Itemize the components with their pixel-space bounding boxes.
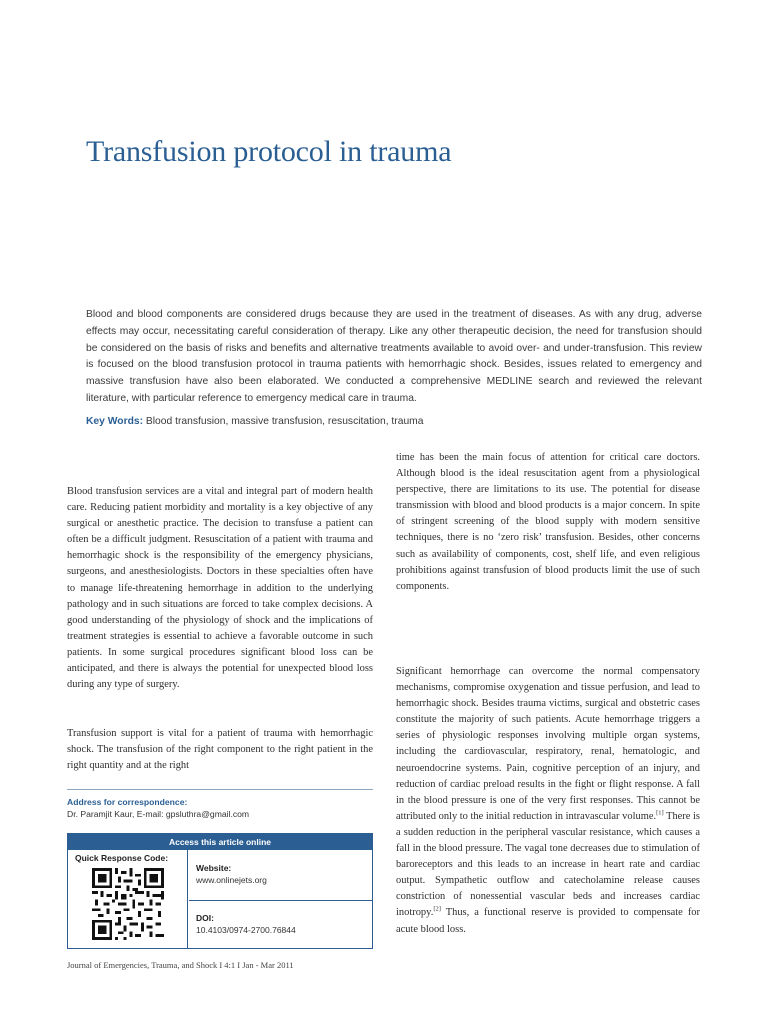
paragraph: Blood transfusion services are a vital and integral part of modern health care. Reducing patient morbidity and mortality is a key objective of any surgical or anesthetic practice. The decision to transfuse a patient can often be a difficult judgment. Resuscitation of a patient with trauma and hemorrhagic shock is the responsibility of the emergency physicians, surgeons, and anesthesiologists. Doctors in these specialties often have to manage life-threatening hemorrhage in addition to the underlying pathology and in such situations are forced to take complex decisions. A good understanding of the physiology of shock and the implications of treatment strategies is essential to achieve a favorable outcome in such patients. In some surgical procedures significant blood loss can be anticipated, and there is always the potential for unexpected blood loss during any type of surgery. [67,486,373,691]
article-title: Transfusion protocol in trauma [86,135,452,168]
correspondence-label: Address for correspondence: [67,797,188,807]
reference-2[interactable]: [2] [433,905,441,913]
access-article-box [67,833,373,949]
paragraph: time has been the main focus of attention for critical care doctors. Although blood is the ideal resuscitation agent from a physiological perspective, there are limitations to its use. The potential for disease transmission with blood and blood products is a major concern. In spite of stringent screening of the blood supply with modern sensitive techniques, there is no ‘zero risk’ transfusion. Besides, other concerns such as availability of components, cost, shelf life, and even religious prohibitions against transfusion of blood products limit the use of such components. [396,452,700,592]
text-segment: There is a sudden reduction in the peripheral vascular resistance, which causes a fall in the blood pressure. The vagal tone decreases due to stimulation of baroreceptors and this leads to an increase in heart rate and cardiac output. Sympathetic outflow and catecholamine release causes constriction of nonessential vascular beds and increases cardiac inotropy. [396,810,700,919]
journal-footer: Journal of Emergencies, Trauma, and Shock I 4:1 I Jan - Mar 2011 [67,960,294,970]
body-right-paragraph-2 [396,664,700,938]
qr-label: Quick Response Code: [75,853,169,863]
body-left-paragraph-2 [67,726,373,774]
correspondence [67,789,373,821]
access-header: Access this article online [68,834,372,850]
paragraph: Transfusion support is vital for a patient of trauma with hemorrhagic shock. The transfusion of the right component to the right patient in the right quantity and at the right [67,728,373,772]
paragraph [396,664,700,938]
website-label: Website: [196,863,232,873]
qr-panel [68,850,188,948]
website-link[interactable]: www.onlinejets.org [196,875,267,885]
abstract: Blood and blood components are considered drugs because they are used in the treatment of diseases. As with any drug, adverse effects may occur, necessitating careful consideration of therapy. Like any other therapeutic decision, the need for transfusion should be considered on the basis of risks and benefits and alternative treatments available to avoid over- and under-transfusion. This review is focused on the blood transfusion protocol in trauma patients with hemorrhagic shock. Besides, issues related to emergency and massive transfusion have also been elaborated. We conducted a comprehensive MEDLINE search and reviewed the relevant literature, with particular reference to emergency medical care in trauma. [86,309,702,404]
qr-code-icon[interactable] [92,868,164,940]
text-segment: Thus, a functional reserve is provided to compensate for acute blood loss. [396,907,700,935]
correspondence-text: Dr. Paramjit Kaur, E-mail: gpsluthra@gmail.com [67,809,250,819]
body-right-paragraph-1 [396,450,700,595]
keywords [86,414,702,430]
reference-1[interactable]: [1] [656,809,664,817]
keywords-text: Blood transfusion, massive transfusion, resuscitation, trauma [145,416,424,427]
doi-value[interactable]: 10.4103/0974-2700.76844 [196,925,296,935]
access-body [68,850,372,948]
keywords-label: Key Words: [86,416,144,427]
body-left-paragraph-1 [67,484,373,693]
text-segment: Significant hemorrhage can overcome the normal compensatory mechanisms, compromise oxygenation and tissue perfusion, and lead to hemorrhagic shock. Besides trauma victims, surgical and obstetric cases constitute the majority of such patients. Acute hemorrhage triggers a series of physiologic responses involving multiple organ systems, including the cardiovascular, respiratory, renal, hematologic, and neuroendocrine systems. Pain, cognitive perception of an injury, and reduction of cardiac preload results in the fight or flight response. A fall in the blood pressure is one of the very first responses. This cannot be attributed only to the initial reduction in intravascular volume. [396,666,700,822]
info-panel [189,850,372,948]
website-box [189,850,372,901]
doi-label: DOI: [196,913,214,923]
